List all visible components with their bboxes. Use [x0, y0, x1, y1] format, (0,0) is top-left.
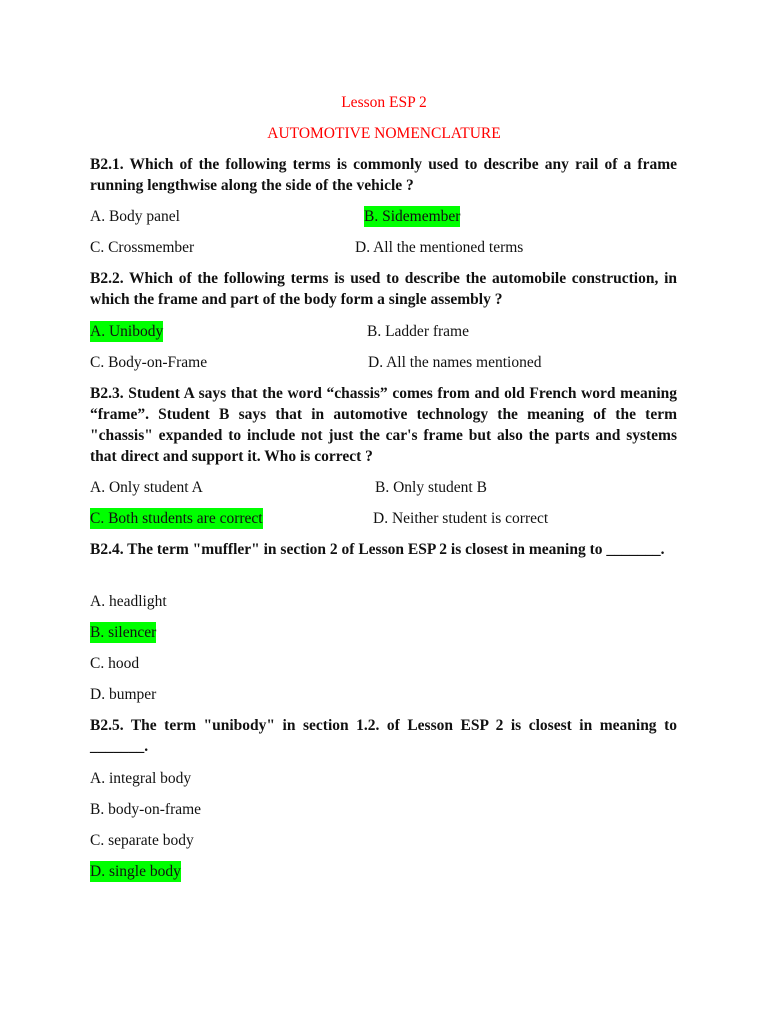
- question-2-option-d: D. All the names mentioned: [368, 354, 542, 371]
- question-1-option-b-correct: B. Sidemember: [364, 208, 461, 225]
- question-3-option-a: A. Only student A: [90, 479, 203, 496]
- question-2-option-b: B. Ladder frame: [367, 323, 469, 340]
- document-subtitle: AUTOMOTIVE NOMENCLATURE: [267, 125, 501, 142]
- question-5-option-c: C. separate body: [90, 832, 194, 849]
- question-5-option-b: B. body-on-frame: [90, 801, 202, 818]
- question-1-option-d: D. All the mentioned terms: [355, 239, 524, 256]
- question-5-text: B2.5. The term "unibody" in section 1.2. of Lesson ESP 2 is closest in meaning to _______.: [90, 717, 677, 755]
- question-1-option-a: A. Body panel: [90, 208, 180, 225]
- question-1-option-c: C. Crossmember: [90, 239, 195, 256]
- question-4-option-b-correct: B. silencer: [90, 624, 157, 641]
- question-1-text: B2.1. Which of the following terms is commonly used to describe any rail of a frame running lengthwise along the side of the vehicle ?: [90, 156, 677, 194]
- question-4-option-a: A. headlight: [90, 593, 167, 610]
- question-4-option-d: D. bumper: [90, 686, 157, 703]
- question-3-option-d: D. Neither student is correct: [373, 510, 549, 527]
- question-3-text: B2.3. Student A says that the word “chassis” comes from and old French word meaning “frame”. Student B says that in automotive technology the meaning of the term "chassis" expanded to include not just the car's frame but also the parts and systems that direct and support it. Who is correct ?: [90, 385, 677, 465]
- question-2-option-a-correct: A. Unibody: [90, 323, 164, 340]
- question-5-option-a: A. integral body: [90, 770, 192, 787]
- question-2-option-c: C. Body-on-Frame: [90, 354, 208, 371]
- question-4-option-c: C. hood: [90, 655, 140, 672]
- question-2-text: B2.2. Which of the following terms is used to describe the automobile construction, in which the frame and part of the body form a single assembly ?: [90, 270, 677, 308]
- question-3-option-b: B. Only student B: [375, 479, 487, 496]
- question-4-text: B2.4. The term "muffler" in section 2 of Lesson ESP 2 is closest in meaning to _______.: [90, 541, 665, 558]
- document-title: Lesson ESP 2: [341, 94, 427, 111]
- question-5-option-d-correct: D. single body: [90, 863, 181, 880]
- question-3-option-c-correct: C. Both students are correct: [90, 510, 263, 527]
